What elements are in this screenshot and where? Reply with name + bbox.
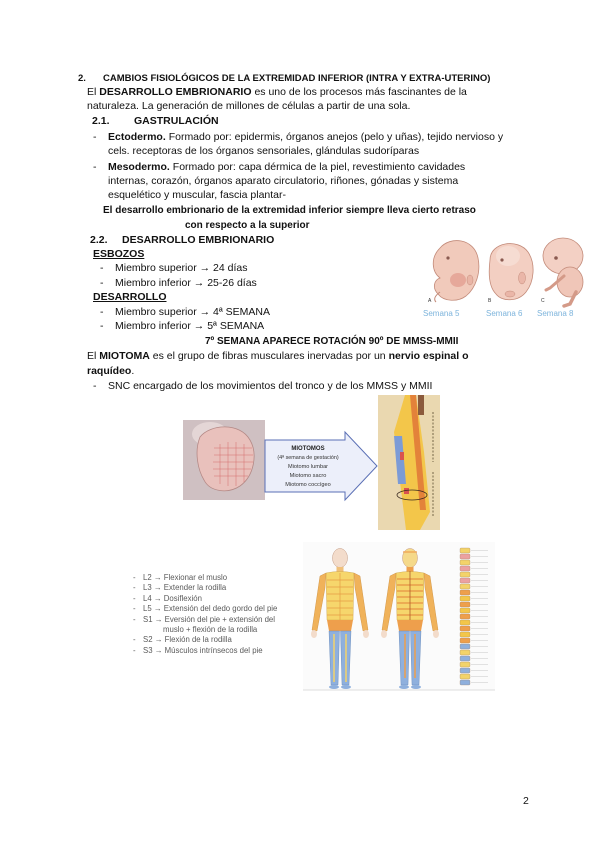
spine-segment — [460, 680, 470, 685]
spine-segment — [460, 554, 470, 559]
intro-rest: es uno de los procesos más fascinantes de la — [254, 86, 467, 98]
subsection-number-2-2: 2.2. — [90, 234, 108, 246]
miotoma-term: MIOTOMA — [99, 350, 150, 362]
list-bullet: - — [100, 320, 104, 332]
embryo-letter-a: A — [428, 298, 432, 304]
desarrollo-label: DESARROLLO — [93, 291, 167, 303]
spine-segment — [460, 632, 470, 637]
embryo-letter-c: C — [541, 298, 545, 304]
miotoma-term-nervio: nervio espinal o — [388, 350, 469, 362]
body-myotome-figure — [300, 538, 498, 693]
miotomos-figure — [180, 392, 442, 532]
list-item — [133, 615, 295, 636]
spine-segment — [460, 566, 470, 571]
function-l5: L5 → Extensión del dedo gordo del pie — [143, 604, 278, 614]
list-bullet: - — [93, 380, 97, 392]
miotoma-line-1 — [87, 350, 469, 363]
ectodermo-text: Formado por: epidermis, órganos anejos (pelo y uñas), tejido nervioso y — [168, 131, 504, 143]
spine-segment — [460, 650, 470, 655]
subsection-heading-gastrulacion: GASTRULACIÓN — [134, 115, 219, 127]
esbozos-item-inferior: Miembro inferior → 25-26 días — [115, 277, 257, 289]
page-number: 2 — [523, 795, 529, 807]
list-bullet: - — [100, 277, 104, 289]
embryo-photo — [183, 420, 265, 500]
spine-segment — [460, 668, 470, 673]
rotation-heading: 7º SEMANA APARECE ROTACIÓN 90º DE MMSS-MMII — [205, 336, 459, 347]
spine-segment — [460, 560, 470, 565]
function-l2: L2 → Flexionar el muslo — [143, 573, 228, 582]
list-item — [133, 583, 295, 593]
miotomos-title: MIOTOMOS — [291, 446, 325, 452]
list-bullet: - — [100, 262, 104, 274]
list-bullet: - — [133, 645, 136, 655]
miotomos-subtitle: (4ª semana de gestación) — [277, 455, 339, 461]
list-bullet: - — [133, 604, 136, 614]
list-bullet: - — [93, 161, 97, 173]
list-bullet: - — [133, 573, 136, 582]
list-bullet: - — [133, 614, 136, 624]
mesodermo-line-1 — [108, 161, 465, 174]
list-item — [133, 646, 295, 656]
spine-segment — [460, 644, 470, 649]
list-bullet: - — [133, 593, 136, 603]
embryo-weeks-figure — [418, 230, 593, 325]
spine-segment — [460, 656, 470, 661]
miotoma-line-2 — [87, 365, 134, 378]
list-item — [133, 635, 295, 645]
esbozos-item-superior: Miembro superior → 24 días — [115, 262, 248, 274]
spine-segment — [460, 638, 470, 643]
intro-line-1 — [87, 86, 467, 99]
intro-line-2: naturaleza. La generación de millones de células a partir de una sola. — [87, 100, 411, 112]
embryo-letter-b: B — [488, 298, 492, 304]
list-item — [133, 604, 295, 614]
list-bullet: - — [133, 583, 136, 593]
miotoma-end: . — [131, 365, 135, 377]
mesodermo-line-2: internas, corazón, órganos aparato circulatorio, riñones, gónadas y sistema — [108, 175, 459, 187]
function-l3: L3 → Extender la rodilla — [143, 583, 227, 593]
function-s2: S2 → Flexión de la rodilla — [143, 635, 232, 645]
embryo-label-week-8: Semana 8 — [537, 309, 574, 318]
limb-section-strip — [378, 395, 440, 530]
spine-segment — [460, 584, 470, 589]
spine-column — [460, 548, 488, 685]
miotoma-term-raquideo: raquídeo — [87, 365, 132, 377]
ectodermo-term: Ectodermo. — [108, 131, 166, 143]
miotomo-lumbar: Miotomo lumbar — [287, 464, 329, 470]
miotomo-coccigeo: Miotomo coccígeo — [285, 482, 331, 488]
ectodermo-line-2: cels. receptoras de los órganos sensoriales, glándulas sudoríparas — [108, 145, 420, 157]
spine-segment — [460, 614, 470, 619]
note-line-2: con respecto a la superior — [185, 220, 310, 231]
section-number: 2. — [78, 73, 86, 84]
spine-segment — [460, 578, 470, 583]
list-bullet: - — [93, 131, 97, 143]
list-item — [133, 573, 295, 583]
esbozos-label: ESBOZOS — [93, 248, 145, 260]
subsection-number-2-1: 2.1. — [92, 115, 110, 127]
snc-item: SNC encargado de los movimientos del tronco y de los MMSS y MMII — [108, 380, 433, 392]
embryo-week-6 — [489, 244, 533, 300]
spine-segment — [460, 662, 470, 667]
ectodermo-line-1 — [108, 131, 503, 144]
note-line-1: El desarrollo embrionario de la extremidad inferior siempre lleva cierto retraso — [103, 205, 476, 216]
mesodermo-term: Mesodermo. — [108, 161, 170, 173]
mesodermo-line-3: esquelético y muscular, fascia plantar- — [108, 189, 287, 201]
spine-segment — [460, 590, 470, 595]
list-bullet: - — [133, 635, 136, 645]
list-item — [133, 594, 295, 604]
section-title: CAMBIOS FISIOLÓGICOS DE LA EXTREMIDAD INFERIOR (INTRA Y EXTRA-UTERINO) — [103, 73, 491, 84]
miotoma-lead: El — [87, 350, 97, 362]
function-s3: S3 → Músculos intrínsecos del pie — [143, 645, 263, 655]
spine-segment — [460, 596, 470, 601]
embryo-label-week-5: Semana 5 — [423, 309, 460, 318]
spine-segment — [460, 620, 470, 625]
function-s1: S1 → Eversión del pie + extensión del muslo + flexión de la rodilla — [143, 614, 275, 635]
mesodermo-text: Formado por: capa dérmica de la piel, revestimiento cavidades — [172, 161, 466, 173]
myotome-functions-list — [133, 573, 295, 656]
desarrollo-item-inferior: Miembro inferior → 5ª SEMANA — [115, 320, 265, 332]
embryo-label-week-6: Semana 6 — [486, 309, 523, 318]
spine-segment — [460, 674, 470, 679]
desarrollo-item-superior: Miembro superior → 4ª SEMANA — [115, 306, 271, 318]
intro-term: DESARROLLO EMBRIONARIO — [99, 86, 252, 98]
spine-segment — [460, 608, 470, 613]
spine-segment — [460, 572, 470, 577]
spine-segment — [460, 602, 470, 607]
subsection-heading-desarrollo: DESARROLLO EMBRIONARIO — [122, 234, 275, 246]
miotomo-sacro: Miotomo sacro — [289, 473, 327, 479]
intro-lead: El — [87, 86, 97, 98]
spine-segment — [460, 626, 470, 631]
miotoma-rest: es el grupo de fibras musculares inervadas por un — [152, 350, 386, 362]
function-l4: L4 → Dosiflexión — [143, 593, 202, 603]
list-bullet: - — [100, 306, 104, 318]
spine-segment — [460, 548, 470, 553]
